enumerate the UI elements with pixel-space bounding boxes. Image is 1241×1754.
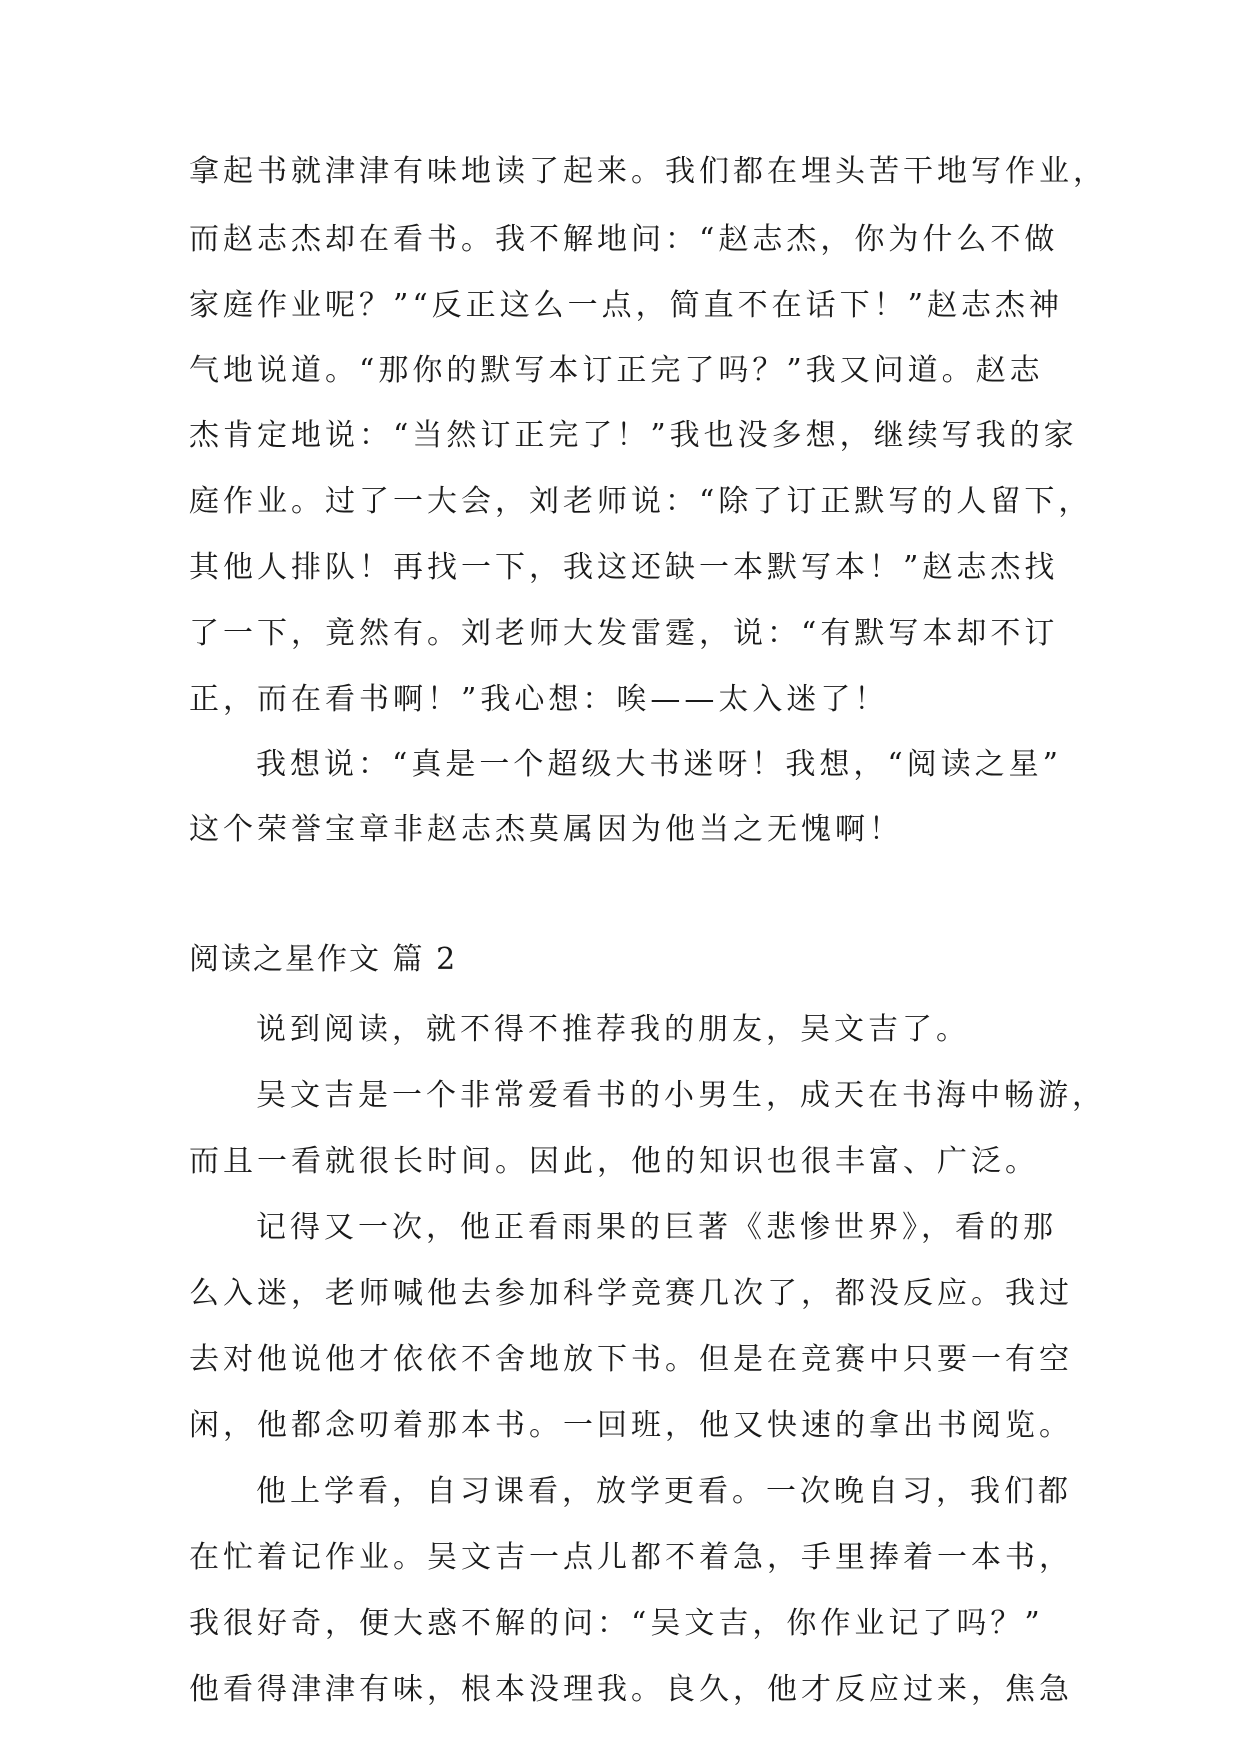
paragraph-line: 了一下，竟然有。刘老师大发雷霆，说：“有默写本却不订 — [189, 616, 1059, 651]
paragraph-line: 吴文吉是一个非常爱看书的小男生，成天在书海中畅游， — [256, 1078, 1106, 1113]
paragraph-line: 我想说：“真是一个超级大书迷呀！我想，“阅读之星” — [256, 747, 1063, 782]
paragraph-line: 我很好奇，便大惑不解的问：“吴文吉，你作业记了吗？” — [189, 1606, 1044, 1641]
paragraph-line: 杰肯定地说：“当然订正完了！”我也没多想，继续写我的家 — [189, 418, 1078, 453]
paragraph-line: 记得又一次，他正看雨果的巨著《悲惨世界》，看的那 — [256, 1210, 1057, 1245]
paragraph-line: 他看得津津有味，根本没理我。良久，他才反应过来，焦急 — [189, 1672, 1073, 1707]
paragraph-line: 么入迷，老师喊他去参加科学竞赛几次了，都没反应。我过 — [189, 1276, 1073, 1311]
paragraph-line: 他上学看，自习课看，放学更看。一次晚自习，我们都 — [256, 1474, 1072, 1509]
section-heading: 阅读之星作文 篇 2 — [189, 942, 458, 977]
paragraph-line: 去对他说他才依依不舍地放下书。但是在竞赛中只要一有空 — [189, 1342, 1073, 1377]
paragraph-line: 拿起书就津津有味地读了起来。我们都在埋头苦干地写作业， — [189, 154, 1107, 189]
paragraph-line: 说到阅读，就不得不推荐我的朋友，吴文吉了。 — [256, 1012, 970, 1047]
paragraph-line: 闲，他都念叨着那本书。一回班，他又快速的拿出书阅览。 — [189, 1408, 1073, 1443]
paragraph-line: 庭作业。过了一大会，刘老师说：“除了订正默写的人留下， — [189, 484, 1093, 519]
paragraph-line: 在忙着记作业。吴文吉一点儿都不着急，手里捧着一本书， — [189, 1540, 1073, 1575]
paragraph-line: 而且一看就很长时间。因此，他的知识也很丰富、广泛。 — [189, 1144, 1039, 1179]
paragraph-line: 气地说道。“那你的默写本订正完了吗？”我又问道。赵志 — [189, 353, 1044, 388]
paragraph-line: 这个荣誉宝章非赵志杰莫属因为他当之无愧啊！ — [189, 812, 903, 847]
paragraph-line: 而赵志杰却在看书。我不解地问：“赵志杰，你为什么不做 — [189, 222, 1059, 257]
paragraph-line: 其他人排队！再找一下，我这还缺一本默写本！”赵志杰找 — [189, 550, 1059, 585]
paragraph-line: 正，而在看书啊！”我心想：唉——太入迷了！ — [189, 682, 889, 717]
paragraph-line: 家庭作业呢？”“反正这么一点，简直不在话下！”赵志杰神 — [189, 288, 1064, 323]
